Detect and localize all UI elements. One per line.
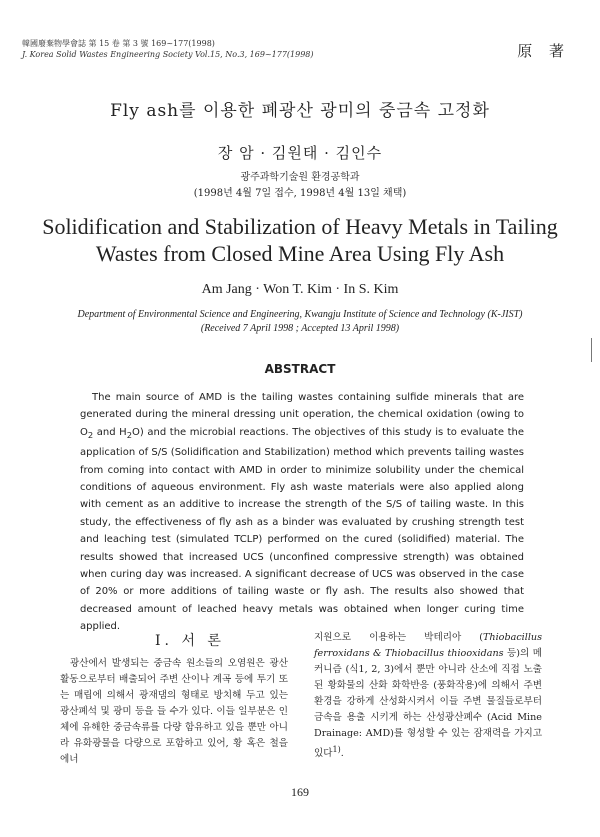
- korean-dates: (1998년 4월 7일 접수, 1998년 4월 13일 채택): [193, 188, 407, 199]
- english-affiliation: Department of Environmental Science and Engineering, Kwangju Institute of Science and Technology (K-JIST): [77, 309, 523, 320]
- english-title-line1: Solidification and Stabilization of Heavy Metals in Tailing: [42, 214, 558, 239]
- english-dates: (Received 7 April 1998 ; Accepted 13 April 1998): [200, 323, 400, 334]
- abstract-part1: The main source of AMD is the tailing wastes containing sulfide minerals that are generated during the mineral dressing unit operation, the chemical oxidation (owing to O: [80, 392, 524, 438]
- abstract-subscript: 2: [87, 429, 94, 440]
- right-col-end: .: [340, 748, 344, 760]
- body-right-column: [314, 630, 542, 762]
- english-title-line2: Wastes from Closed Mine Area Using Fly Ash: [95, 241, 505, 266]
- species-names: Thiobacillus ferroxidans & Thiobacillus thiooxidans: [314, 632, 542, 659]
- section-heading: Ⅰ. 서 론: [155, 633, 225, 649]
- abstract-heading: ABSTRACT: [264, 362, 336, 376]
- journal-korean: 韓國廢棄物學會誌 第 15 卷 第 3 號 169~177(1998): [22, 39, 215, 48]
- abstract-part2: and H: [93, 426, 127, 438]
- english-affiliation-block: [20, 308, 580, 336]
- reference-marker: 1): [332, 745, 341, 754]
- body-left-column: 광산에서 발생되는 중금속 원소들의 오염원은 광산활동으로부터 배출되어 주변 산이나 계곡 등에 투기 또는 매립에 의해서 광재댐의 형태로 방치해 두고 있는 광산폐석 및 광미 등을 들 수가 있다. 이들 일부분은 인체에 유해한 중금속류를 다량 함유하고 있을 뿐만 아니라 유화광물을 다량으로 포함하고 있어, 황 혹은 철을 에너: [60, 658, 288, 765]
- english-authors: Am Jang · Won T. Kim · In S. Kim: [201, 282, 399, 297]
- journal-english: J. Korea Solid Wastes Engineering Society Vol.15, No.3, 169~177(1998): [22, 50, 314, 59]
- abstract-text: [80, 389, 524, 636]
- margin-mark: [591, 338, 592, 362]
- korean-affiliation: 광주과학기술원 환경공학과: [240, 172, 360, 183]
- abstract-part3: O) and the microbial reactions. The objectives of this study is to evaluate the application of S/S (Solidification and Stabilization) method which prevents tailing wastes from coming into contact with AMD in order to minimize solubility under the chemical conditions of aqueous environment. Fly ash waste materials were also applied along with cement as an additive to increase the strength of the S/S of tailing waste. In this study, the effectiveness of fly ash as a binder was evaluated by crushing strength test and leaching test (simulated TCLP) performed on the cured (solidified) material. The results showed that increased UCS (unconfined compressive strength) was obtained when curing day was increased. A significant decrease of UCS was observed in the case of 20% or more additions of tailing waste or fly ash. The results also showed that decreased amount of leached heavy metals was obtained when longer curing time applied.: [80, 426, 524, 633]
- korean-title: Fly ash를 이용한 폐광산 광미의 중금속 고정화: [110, 101, 490, 121]
- journal-header: [22, 38, 314, 60]
- article-type-badge: 原 著: [517, 42, 570, 60]
- english-title: [40, 213, 560, 267]
- right-col-part1: 지원으로 이용하는 박테리아 (: [314, 632, 484, 643]
- page-number: 169: [291, 785, 309, 799]
- abstract-subscript: 2: [126, 429, 133, 440]
- right-col-part2: 등)의 메커니즘 (식1, 2, 3)에서 뿐만 아니라 산소에 직접 노출된 황화물의 산화 화학반응 (풍화작용)에 의해서 주변환경을 강하게 산성화시켜서 이들 주변 물질들로부터 금속을 용출 시키게 하는 산성광산폐수 (Acid Mine Drainage: AMD)를 형성할 수 있는 잠재력을 가지고 있다: [314, 648, 542, 760]
- korean-authors: 장 암 · 김원태 · 김인수: [217, 144, 383, 162]
